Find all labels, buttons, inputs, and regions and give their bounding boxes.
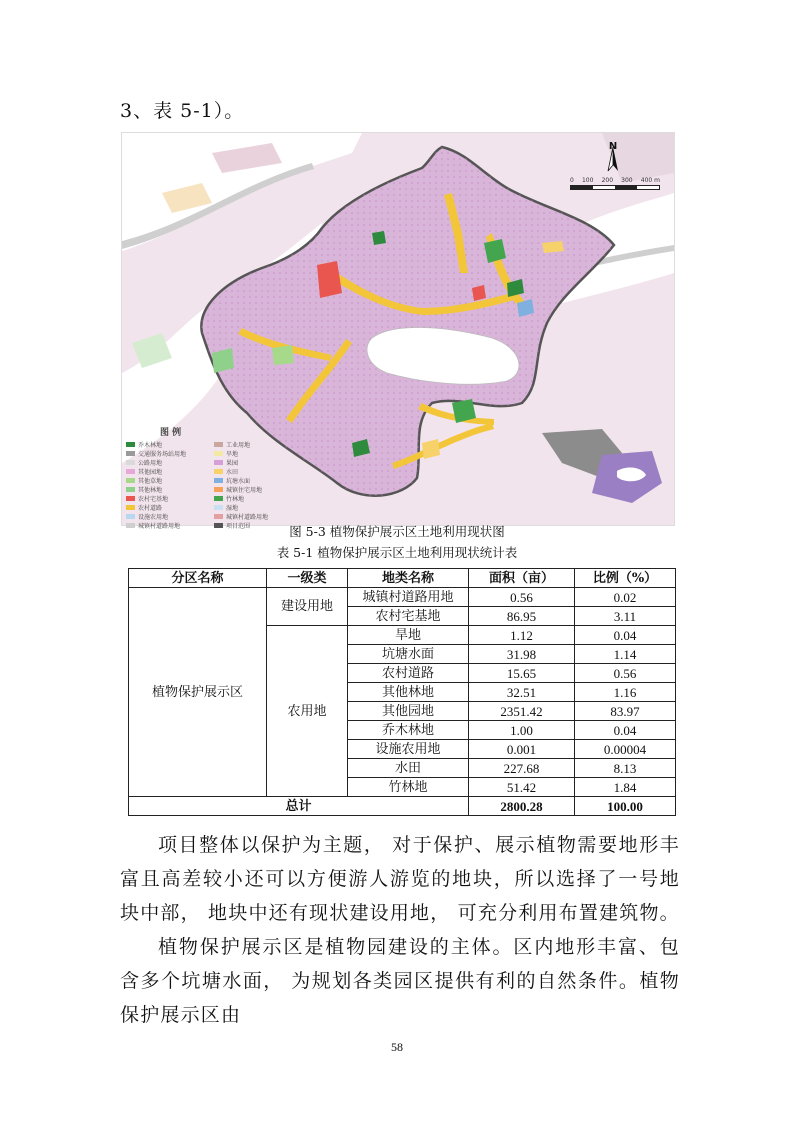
legend-item [214,513,294,520]
legend-label: 其他林地 [138,487,163,494]
legend-label: 农村宅基地 [138,496,169,503]
legend-label: 乔木林地 [138,442,163,449]
legend-swatch [214,451,223,456]
scale-tick: 300 [621,177,633,184]
ratio-cell: 1.84 [575,778,676,797]
legend-swatch [126,514,135,519]
ratio-cell: 1.16 [575,683,676,702]
zone-cell: 植物保护展示区 [129,588,267,797]
ratio-cell: 0.56 [575,664,676,683]
legend-item [126,513,214,520]
land-type-cell: 水田 [348,759,469,778]
legend-item [214,486,294,493]
legend-label: 竹林地 [226,496,245,503]
scale-tick: 400 m [640,177,660,184]
table-header-row [129,569,676,588]
legend-label: 项目范围 [226,523,251,530]
legend-swatch [126,487,135,492]
legend-swatch [214,505,223,510]
legend-swatch [126,451,135,456]
legend-item [214,459,294,466]
land-type-cell: 其他林地 [348,683,469,702]
legend-label: 交通服务场站用地 [138,451,187,458]
paragraph: 植物保护展示区是植物园建设的主体。区内地形丰富、包含多个坑塘水面， 为规划各类园区提供有利的自然条件。植物保护展示区由 [120,936,680,1026]
legend-swatch [126,478,135,483]
north-letter: N [608,141,618,152]
total-label: 总计 [129,797,469,816]
ratio-cell: 0.04 [575,626,676,645]
land-type-cell: 旱地 [348,626,469,645]
page-number: 58 [391,1040,403,1054]
legend-item [126,504,214,511]
legend-grid [126,441,306,529]
legend-label: 水田 [226,469,239,476]
area-cell: 2351.42 [469,702,575,721]
table-row [129,588,676,607]
scale-tick: 100 [581,177,594,184]
legend-item [214,504,294,511]
intro-line: 3、表 5-1）。 [120,100,245,122]
legend-swatch [214,496,223,501]
area-cell: 1.12 [469,626,575,645]
legend-item [126,468,214,475]
header-area: 面积（亩） [469,569,575,588]
legend-item [126,486,214,493]
legend-label: 工业用地 [226,442,251,449]
land-type-cell: 坑塘水面 [348,645,469,664]
legend-label: 湿地 [226,505,239,512]
legend-swatch [214,478,223,483]
legend-swatch [214,469,223,474]
area-cell: 51.42 [469,778,575,797]
legend-item [214,468,294,475]
ratio-cell: 0.00004 [575,740,676,759]
map-legend [126,425,306,530]
area-cell: 1.00 [469,721,575,740]
scale-bar-line [570,185,660,190]
legend-swatch [126,469,135,474]
legend-swatch [126,442,135,447]
area-cell: 227.68 [469,759,575,778]
north-arrow [600,141,626,175]
header-ratio: 比例（%） [575,569,676,588]
area-cell: 31.98 [469,645,575,664]
land-use-map [121,132,675,530]
land-type-cell: 其他园地 [348,702,469,721]
area-cell: 86.95 [469,607,575,626]
legend-item [126,495,214,502]
legend-item [214,495,294,502]
body-text [120,828,680,1032]
legend-label: 城镇村道路用地 [138,523,181,530]
legend-swatch [214,487,223,492]
ratio-cell: 0.04 [575,721,676,740]
category-cell: 农用地 [267,626,348,797]
scale-bar [570,177,660,190]
legend-label: 旱地 [226,451,239,458]
land-type-cell: 乔木林地 [348,721,469,740]
legend-label: 坑塘水面 [226,478,251,485]
table-caption: 表 5-1 植物保护展示区土地利用现状统计表 [276,545,518,560]
total-area: 2800.28 [469,797,575,816]
header-zone: 分区名称 [129,569,267,588]
ratio-cell: 0.02 [575,588,676,607]
area-cell: 0.001 [469,740,575,759]
legend-label: 农村道路 [138,505,163,512]
legend-label: 果园 [226,460,239,467]
ratio-cell: 8.13 [575,759,676,778]
legend-swatch [214,460,223,465]
area-cell: 32.51 [469,683,575,702]
legend-item [214,441,294,448]
legend-swatch [126,505,135,510]
legend-swatch [126,460,135,465]
area-cell: 15.65 [469,664,575,683]
total-row [129,797,676,816]
land-type-cell: 竹林地 [348,778,469,797]
legend-swatch [214,514,223,519]
legend-label: 其他园地 [138,469,163,476]
legend-label: 设施农用地 [138,514,169,521]
area-cell: 0.56 [469,588,575,607]
category-cell: 建设用地 [267,588,348,626]
legend-item [126,459,214,466]
legend-item [214,450,294,457]
land-type-cell: 农村宅基地 [348,607,469,626]
land-type-cell: 设施农用地 [348,740,469,759]
scale-tick: 0 [570,177,574,184]
legend-item [126,441,214,448]
land-use-table [128,568,676,816]
legend-item [214,477,294,484]
header-land-type: 地类名称 [348,569,469,588]
land-type-cell: 农村道路 [348,664,469,683]
legend-label: 城镇村道路用地 [226,514,269,521]
legend-swatch [126,496,135,501]
figure-caption: 图 5-3 植物保护展示区土地利用现状图 [289,524,505,539]
ratio-cell: 1.14 [575,645,676,664]
scale-tick: 200 [601,177,614,184]
header-category: 一级类 [267,569,348,588]
legend-label: 城镇住宅用地 [226,487,263,494]
total-ratio: 100.00 [575,797,676,816]
legend-item [126,450,214,457]
ratio-cell: 3.11 [575,607,676,626]
table-body [129,588,676,816]
legend-swatch [214,442,223,447]
paragraph: 项目整体以保护为主题， 对于保护、展示植物需要地形丰富且高差较小还可以方便游人游览的地块，所以选择了一号地块中部， 地块中还有现状建设用地， 可充分利用布置建筑物。 [120,834,680,924]
ratio-cell: 83.97 [575,702,676,721]
legend-label: 公路用地 [138,460,163,467]
legend-label: 其他草地 [138,478,163,485]
legend-title: 图 例 [160,428,182,438]
land-type-cell: 城镇村道路用地 [348,588,469,607]
legend-item [126,477,214,484]
